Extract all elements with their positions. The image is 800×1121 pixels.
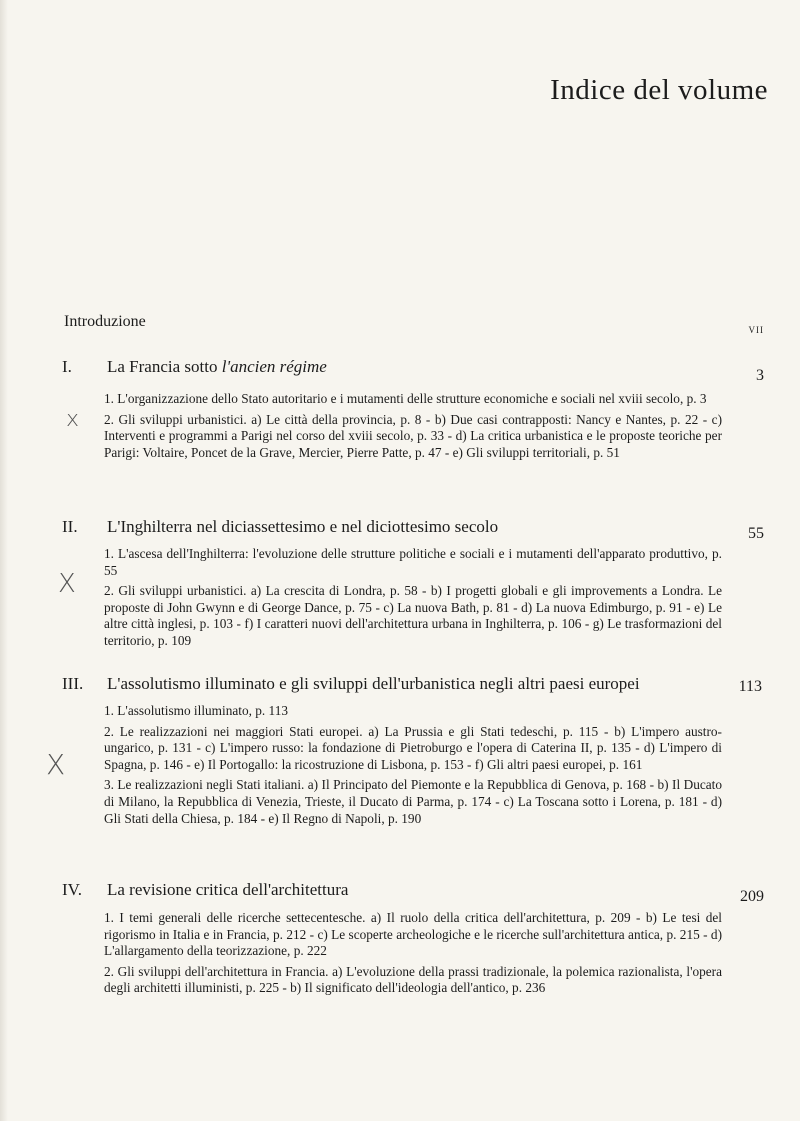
chapter-number: IV. — [62, 880, 82, 899]
chapter-title-plain: L'Inghilterra nel diciassettesimo e nel diciottesimo secolo — [107, 517, 499, 536]
section-entry: 2. Gli sviluppi urbanistici. a) La crescita di Londra, p. 58 - b) I progetti globali e gli improvements a Londra. Le proposte di John Gwynn e di George Dance, p. 75 - c) La nuova Bath, p. 81 - d) La nuova Edimburgo, p. 91 - e) Le altre città inglesi, p. 103 - f) I caratteri nuovi dell'architettura urbana in Inghilterra, p. 106 - g) Le trasformazioni del territorio, p. 109 — [104, 583, 722, 648]
section-entry: 1. I temi generali delle ricerche settecentesche. a) Il ruolo della critica dell'architettura, p. 209 - b) Le tesi del rigorismo in Italia e in Francia, p. 212 - c) Le scoperte archeologiche e le ricerche sull'architettura antica, p. 215 - d) L'allargamento della teorizzazione, p. 222 — [104, 910, 722, 959]
chapter-sections — [104, 703, 722, 831]
chapter-page-number: 55 — [748, 525, 764, 542]
margin-mark: X — [46, 748, 66, 781]
chapter-page-number: 3 — [756, 367, 764, 384]
chapter-title-plain: La Francia sotto — [107, 357, 222, 376]
chapter-page-number: 113 — [738, 678, 762, 695]
chapter-number: I. — [62, 357, 72, 376]
intro-page-number: vii — [748, 321, 764, 336]
margin-mark: X — [58, 569, 76, 599]
chapter-sections — [104, 910, 722, 1001]
section-entry: 2. Le realizzazioni nei maggiori Stati europei. a) La Prussia e gli Stati tedeschi, p. 115 - b) L'impero austro-ungarico, p. 131 - c) L'impero russo: la fondazione di Pietroburgo e l'opera di Caterina II, p. 135 - d) L'impero di Spagna, p. 146 - e) Il Portogallo: la ricostruzione di Lisbona, p. 153 - f) Gli altri paesi europei, p. 161 — [104, 723, 722, 772]
section-entry: 2. Gli sviluppi dell'architettura in Francia. a) L'evoluzione della prassi tradizionale, la polemica razionalista, l'opera degli architetti illuministi, p. 225 - b) Il significato dell'ideologia dell'antico, p. 236 — [104, 963, 722, 996]
chapter-title-plain: La revisione critica dell'architettura — [107, 880, 349, 899]
chapter-page-number: 209 — [740, 888, 764, 905]
section-entry: 3. Le realizzazioni negli Stati italiani. a) Il Principato del Piemonte e la Repubblica di Genova, p. 168 - b) Il Ducato di Milano, la Repubblica di Venezia, Trieste, il Ducato di Parma, p. 174 - c) La Toscana sotto i Lorena, p. 181 - d) Gli Stati della Chiesa, p. 184 - e) Il Regno di Napoli, p. 190 — [104, 777, 722, 826]
chapter-sections — [104, 546, 722, 654]
page-left-edge — [0, 0, 8, 1121]
chapter-title — [107, 517, 498, 537]
margin-mark: x — [66, 407, 80, 432]
chapter-sections — [104, 391, 722, 465]
page-title: Indice del volume — [550, 74, 768, 106]
intro-label: Introduzione — [64, 313, 146, 330]
chapter-title-plain: L'assolutismo illuminato e gli sviluppi dell'urbanistica negli altri paesi europei — [107, 674, 640, 693]
chapter-number: II. — [62, 517, 78, 536]
chapter-number: III. — [62, 674, 84, 693]
chapter-title — [107, 674, 640, 694]
chapter-title — [107, 357, 327, 377]
chapter-title-italic: l'ancien régime — [221, 357, 327, 376]
section-entry: 2. Gli sviluppi urbanistici. a) Le città della provincia, p. 8 - b) Due casi contrapposti: Nancy e Nantes, p. 22 - c) Interventi e programmi a Parigi nel corso del xviii secolo, p. 33 - d) La critica urbanistica e le proposte teoriche per Parigi: Voltaire, Poncet de la Grave, Mercier, Pierre Patte, p. 47 - e) Gli sviluppi territoriali, p. 51 — [104, 411, 722, 460]
section-entry: 1. L'ascesa dell'Inghilterra: l'evoluzione delle strutture politiche e sociali e i mutamenti dell'apparato produttivo, p. 55 — [104, 546, 722, 578]
section-entry: 1. L'assolutismo illuminato, p. 113 — [104, 703, 288, 718]
section-entry: 1. L'organizzazione dello Stato autoritario e i mutamenti delle strutture economiche e sociali nel xviii secolo, p. 3 — [104, 391, 707, 406]
chapter-title — [107, 880, 348, 900]
